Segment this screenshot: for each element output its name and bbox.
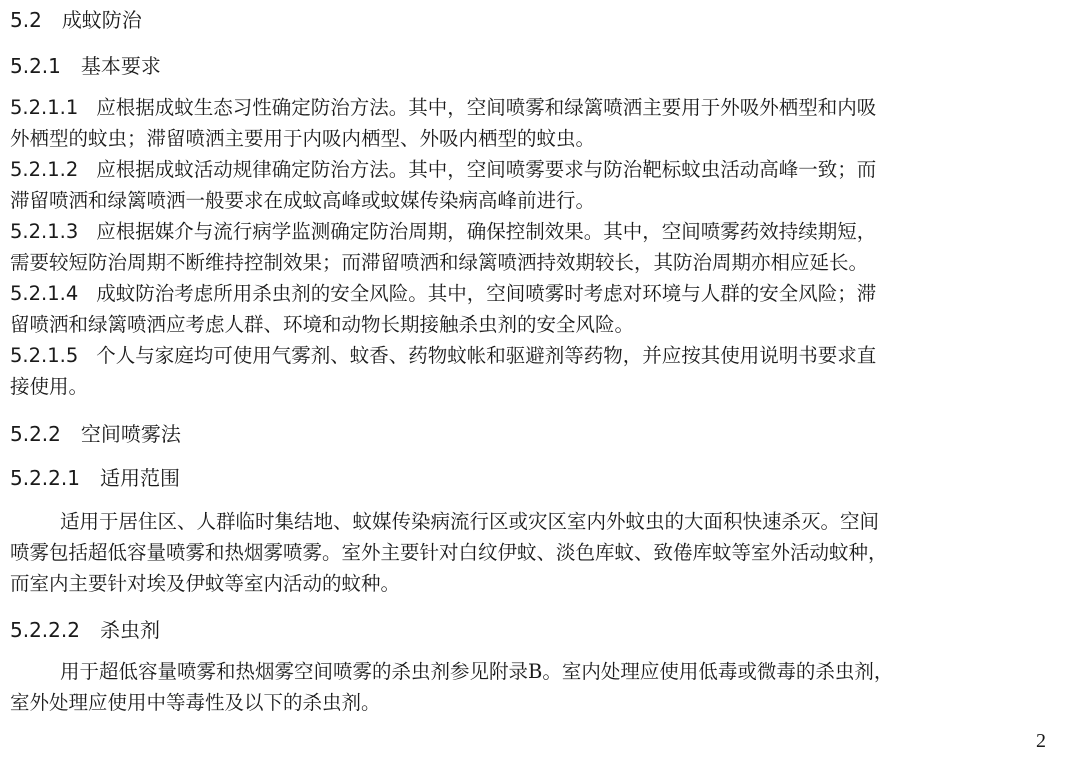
paragraph-line: 喷雾包括超低容量喷雾和热烟雾喷雾。室外主要针对白纹伊蚊、淡色库蚊、致倦库蚊等室外活动蚊种， <box>10 541 888 564</box>
clause-number: 5.2.1.1 <box>10 96 79 119</box>
clause-5-2-1-3 <box>10 216 876 278</box>
clause-number: 5.2.1.4 <box>10 282 79 305</box>
clause-text-line: 接使用。 <box>10 375 89 398</box>
section-number: 5.2.2 <box>10 422 61 446</box>
section-heading-5-2-2-2 <box>10 616 160 644</box>
clause-text-line: 留喷洒和绿篱喷洒应考虑人群、环境和动物长期接触杀虫剂的安全风险。 <box>10 313 635 336</box>
clause-text-line: 个人与家庭均可使用气雾剂、蚊香、药物蚊帐和驱避剂等药物，并应按其使用说明书要求直 <box>96 344 877 367</box>
paragraph-line: 室外处理应使用中等毒性及以下的杀虫剂。 <box>10 691 381 714</box>
clause-text-line: 应根据成蚊活动规律确定防治方法。其中，空间喷雾要求与防治靶标蚊虫活动高峰一致；而 <box>96 158 877 181</box>
section-number: 5.2 <box>10 8 42 32</box>
clause-number: 5.2.1.2 <box>10 158 79 181</box>
section-title: 基本要求 <box>80 54 161 78</box>
clause-text-line: 应根据媒介与流行病学监测确定防治周期，确保控制效果。其中，空间喷雾药效持续期短， <box>96 220 877 243</box>
page-number: 2 <box>1036 730 1046 752</box>
paragraph-line: 而室内主要针对埃及伊蚊等室内活动的蚊种。 <box>10 572 401 595</box>
clause-text-line: 外栖型的蚊虫；滞留喷洒主要用于内吸内栖型、外吸内栖型的蚊虫。 <box>10 127 596 150</box>
paragraph-scope <box>10 506 888 599</box>
paragraph-line: 适用于居住区、人群临时集结地、蚊媒传染病流行区或灾区室内外蚊虫的大面积快速杀灭。空间 <box>60 510 880 533</box>
section-heading-5-2-2-1 <box>10 464 180 492</box>
section-title: 适用范围 <box>99 466 180 490</box>
clause-number: 5.2.1.5 <box>10 344 79 367</box>
clause-text-line: 需要较短防治周期不断维持控制效果；而滞留喷洒和绿篱喷洒持效期较长，其防治周期亦相应延长。 <box>10 251 869 274</box>
clause-5-2-1-5 <box>10 340 876 402</box>
section-heading-5-2-1 <box>10 52 161 80</box>
section-number: 5.2.2.2 <box>10 618 80 642</box>
clause-text-line: 应根据成蚊生态习性确定防治方法。其中，空间喷雾和绿篱喷洒主要用于外吸外栖型和内吸 <box>96 96 877 119</box>
clause-list <box>10 92 876 402</box>
section-heading-5-2-2 <box>10 420 181 448</box>
clause-text-line: 滞留喷洒和绿篱喷洒一般要求在成蚊高峰或蚊媒传染病高峰前进行。 <box>10 189 596 212</box>
paragraph-insecticide <box>10 656 893 718</box>
section-title: 杀虫剂 <box>99 618 160 642</box>
clause-text-line: 成蚊防治考虑所用杀虫剂的安全风险。其中，空间喷雾时考虑对环境与人群的安全风险；滞 <box>96 282 877 305</box>
section-number: 5.2.1 <box>10 54 61 78</box>
section-title: 成蚊防治 <box>61 8 142 32</box>
section-number: 5.2.2.1 <box>10 466 80 490</box>
section-heading-5-2 <box>10 6 142 34</box>
clause-number: 5.2.1.3 <box>10 220 79 243</box>
paragraph-line: 用于超低容量喷雾和热烟雾空间喷雾的杀虫剂参见附录B。室内处理应使用低毒或微毒的杀虫剂， <box>60 660 894 683</box>
clause-5-2-1-2 <box>10 154 876 216</box>
clause-5-2-1-1 <box>10 92 876 154</box>
section-title: 空间喷雾法 <box>80 422 181 446</box>
clause-5-2-1-4 <box>10 278 876 340</box>
